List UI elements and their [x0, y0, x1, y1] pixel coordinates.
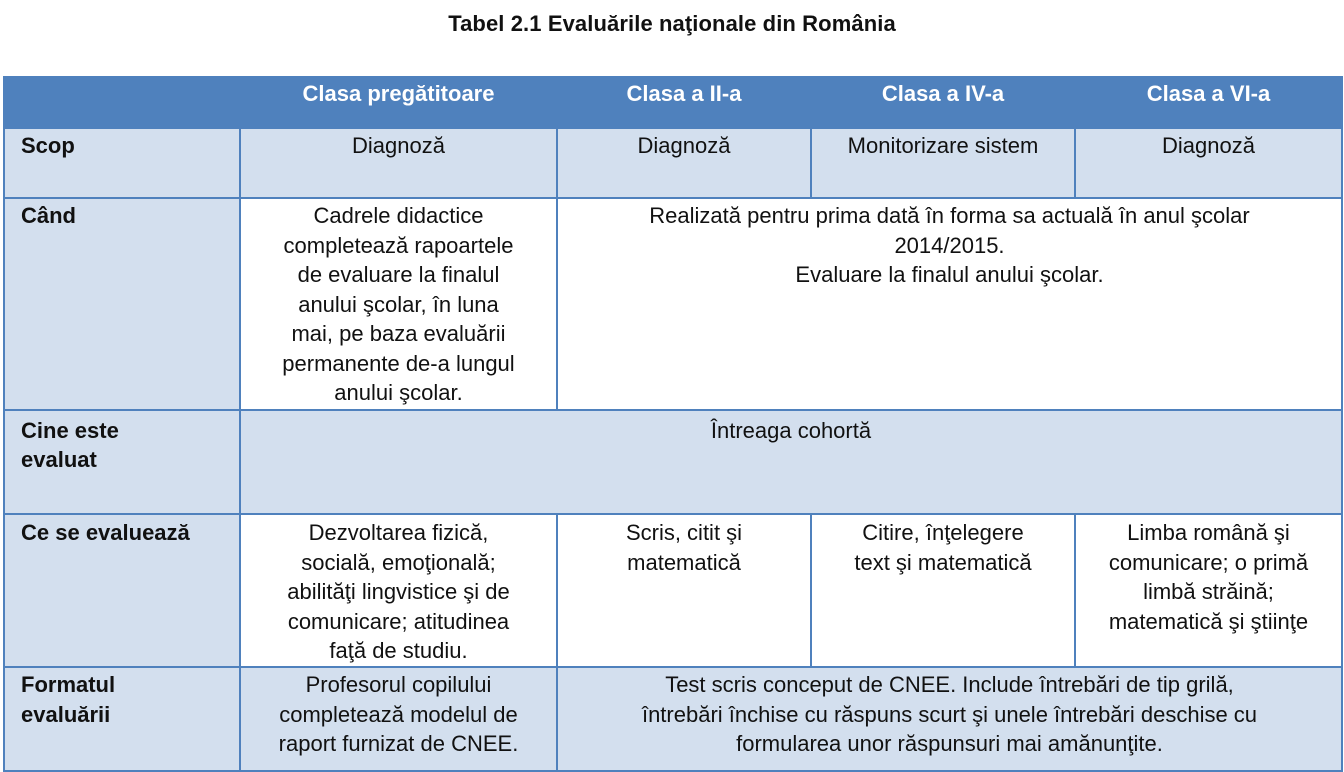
cell-format-prep: [240, 667, 557, 771]
cell-line: faţă de studiu.: [329, 638, 468, 663]
row-label-cand: Când: [4, 198, 240, 410]
header-clasa-a-iv-a: Clasa a IV-a: [811, 77, 1075, 128]
cell-line: raport furnizat de CNEE.: [278, 731, 519, 756]
cell-scop-prep: Diagnoză: [240, 128, 557, 198]
row-label-line: evaluat: [21, 447, 97, 472]
cell-cand-prep: [240, 198, 557, 410]
table-title: Tabel 2.1 Evaluările naţionale din România: [448, 11, 896, 36]
cell-cand-rest: [557, 198, 1342, 410]
cell-line: matematică şi ştiinţe: [1108, 608, 1309, 634]
cell-line: 2014/2015.: [894, 232, 1005, 258]
header-empty: [4, 77, 240, 128]
cell-line: Evaluare la finalul anului şcolar.: [795, 262, 1104, 287]
row-label-line: evaluării: [21, 701, 111, 727]
cell-line: mai, pe baza evaluării: [291, 321, 506, 346]
header-clasa-pregatitoare: Clasa pregătitoare: [240, 77, 557, 128]
row-label-line: Formatul: [21, 672, 116, 697]
row-cine: [4, 410, 1342, 514]
cell-scop-iv: Monitorizare sistem: [811, 128, 1075, 198]
cell-line: întrebări închise cu răspuns scurt şi unele întrebări deschise cu: [641, 701, 1258, 727]
cell-line: anului şcolar, în luna: [298, 291, 499, 317]
row-cand: [4, 198, 1342, 410]
cell-line: Limba română şi: [1127, 520, 1290, 545]
cell-format-rest: [557, 667, 1342, 771]
cell-line: Profesorul copilului: [305, 672, 492, 697]
cell-line: text şi matematică: [854, 549, 1032, 575]
cell-line: socială, emoţională;: [301, 549, 496, 575]
cell-line: Cadrele didactice: [313, 203, 484, 228]
cell-line: permanente de-a lungul: [282, 350, 515, 376]
header-clasa-a-vi-a: Clasa a VI-a: [1075, 77, 1342, 128]
row-label-format: [4, 667, 240, 771]
cell-ce-prep: [240, 514, 557, 667]
cell-ce-ii: [557, 514, 811, 667]
cell-scop-vi: Diagnoză: [1075, 128, 1342, 198]
cell-line: anului şcolar.: [334, 380, 463, 405]
row-label-scop: Scop: [4, 128, 240, 198]
row-label-line: Cine este: [21, 418, 119, 443]
cell-ce-vi: [1075, 514, 1342, 667]
cell-ce-iv: [811, 514, 1075, 667]
row-scop: [4, 128, 1342, 198]
cell-line: completează modelul de: [279, 701, 518, 727]
cell-scop-ii: Diagnoză: [557, 128, 811, 198]
cell-line: comunicare; atitudinea: [287, 608, 510, 634]
header-clasa-a-ii-a: Clasa a II-a: [557, 77, 811, 128]
cell-line: formularea unor răspunsuri mai amănunţite.: [736, 731, 1163, 756]
cell-line: Dezvoltarea fizică,: [308, 520, 489, 545]
cell-line: Realizată pentru prima dată în forma sa actuală în anul şcolar: [649, 203, 1250, 228]
cell-line: Citire, înţelegere: [862, 520, 1024, 545]
row-label-ce: Ce se evaluează: [4, 514, 240, 667]
cell-line: Scris, citit şi: [625, 520, 743, 545]
row-label-cine: [4, 410, 240, 514]
cell-line: limbă străină;: [1143, 579, 1274, 604]
cell-line: completează rapoartele: [283, 232, 514, 258]
cell-line: Test scris conceput de CNEE. Include întrebări de tip grilă,: [665, 672, 1234, 697]
cell-line: abilităţi lingvistice şi de: [287, 579, 510, 604]
row-ce-se-evalueaza: [4, 514, 1342, 667]
cell-line: matematică: [627, 549, 741, 575]
row-formatul-evaluarii: [4, 667, 1342, 771]
cell-cine-value: Întreaga cohortă: [240, 410, 1342, 514]
evaluations-table: [3, 76, 1343, 772]
table-header-row: [4, 77, 1342, 128]
cell-line: de evaluare la finalul: [297, 262, 500, 287]
cell-line: comunicare; o primă: [1108, 549, 1309, 575]
